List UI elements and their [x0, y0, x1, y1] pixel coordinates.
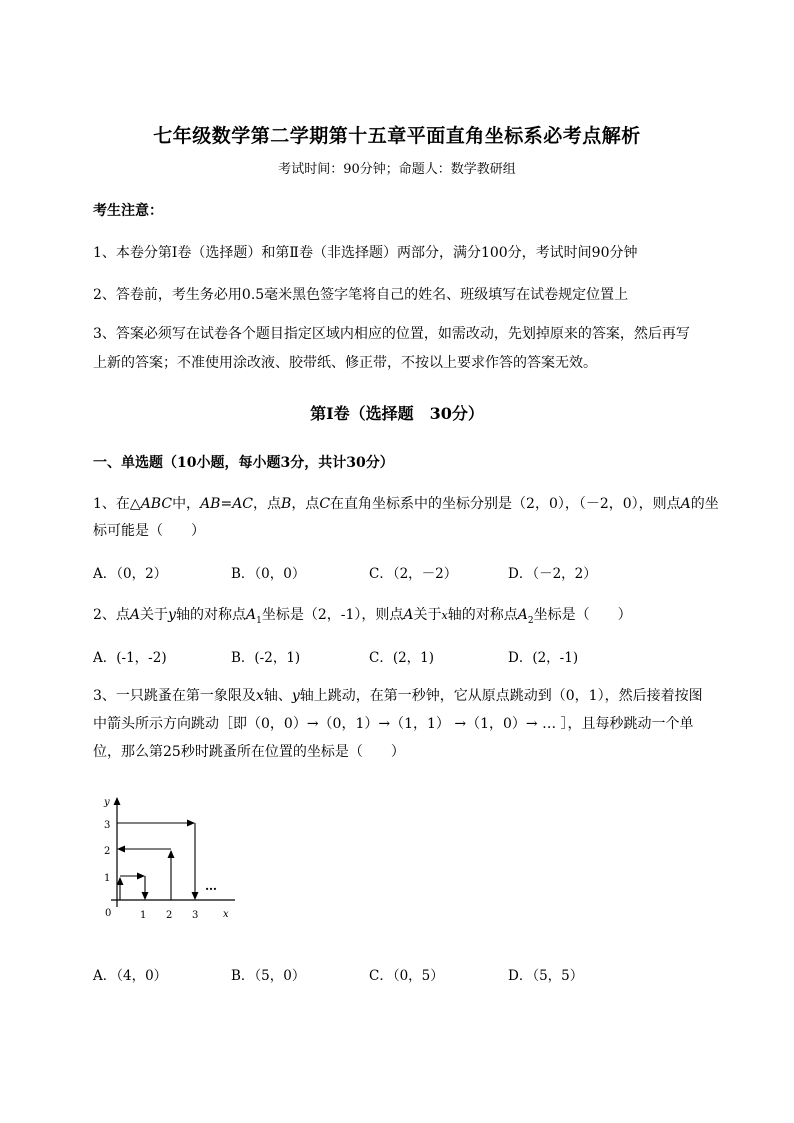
q1-option-b[interactable]: B．（0，0）	[231, 566, 306, 582]
var-abc: ABC	[140, 496, 173, 512]
q2-option-c[interactable]: C．(2，1)	[369, 650, 435, 666]
notice-item-2: 2、答卷前，考生务必用0.5毫米黑色签字笔将自己的姓名、班级填写在试卷规定位置上	[93, 287, 629, 303]
q3-option-d[interactable]: D．（5，5）	[508, 968, 584, 984]
var-a: A	[680, 496, 691, 512]
question-3-line-3: 位，那么第25秒时跳蚤所在位置的坐标是（ ）	[93, 744, 405, 760]
y-tick-1: 1	[104, 873, 111, 884]
page-title: 七年级数学第二学期第十五章平面直角坐标系必考点解析	[153, 125, 641, 147]
var-c: C	[319, 496, 331, 512]
q2-option-a[interactable]: A．(-1，-2)	[93, 650, 167, 666]
question-1-line-2: 标可能是（ ）	[93, 523, 205, 539]
continuation-ellipsis: …	[205, 879, 217, 893]
y-tick-3: 3	[104, 820, 111, 831]
x-tick-3: 3	[192, 910, 199, 921]
origin-label: 0	[105, 908, 112, 919]
q1-option-a[interactable]: A．（0，2）	[93, 566, 168, 582]
q3-option-b[interactable]: B．（5，0）	[231, 968, 306, 984]
flea-path-figure	[95, 790, 245, 925]
q2-option-b[interactable]: B．(-2，1)	[231, 650, 301, 666]
question-3-line-2: 中箭头所示方向跳动［即（0，0）→（0，1）→（1，1） →（1，0）→ … ］，且每秒跳动一个单	[93, 716, 694, 732]
question-1-line-1: 1、在△ABC中，AB=AC，点B，点C在直角坐标系中的坐标分别是（2，0），（－2，0），则点A的坐	[93, 496, 719, 512]
var-ab-eq-ac: AB=AC	[200, 496, 254, 512]
x-tick-1: 1	[140, 910, 147, 921]
notice-item-1: 1、本卷分第Ⅰ卷（选择题）和第Ⅱ卷（非选择题）两部分，满分100分，考试时间90分钟	[93, 245, 638, 261]
q3-option-c[interactable]: C．（0，5）	[369, 968, 444, 984]
notice-heading: 考生注意：	[93, 203, 163, 219]
exam-info: 考试时间：90分钟；命题人：数学教研组	[278, 162, 516, 177]
section-title: 第Ⅰ卷（选择题 30分）	[310, 404, 484, 423]
question-3-line-1: 3、一只跳蚤在第一象限及x轴、y轴上跳动，在第一秒钟，它从原点跳动到（0，1），然后接着按图	[93, 688, 703, 704]
part-heading: 一、单选题（10小题，每小题3分，共计30分）	[93, 455, 394, 471]
q2-option-d[interactable]: D．(2，-1)	[508, 650, 579, 666]
notice-item-3: 3、答案必须写在试卷各个题目指定区域内相应的位置，如需改动，先划掉原来的答案，然后再写上新的答案；不准使用涂改液、胶带纸、修正带，不按以上要求作答的答案无效。	[93, 326, 690, 371]
q3-option-a[interactable]: A．（4，0）	[93, 968, 168, 984]
var-b: B	[281, 496, 292, 512]
question-2-line-1: 2、点A关于y轴的对称点$A_1$坐标是（2，-1），则点A关于x轴的对称点$A_2$坐标是（ ）	[93, 607, 632, 626]
y-tick-2: 2	[104, 846, 111, 857]
x-tick-2: 2	[166, 910, 173, 921]
q1-option-c[interactable]: C．（2，－2）	[369, 566, 458, 582]
y-axis-label: y	[104, 797, 110, 808]
q1-option-d[interactable]: D．（－2，2）	[508, 566, 597, 582]
x-axis-label: x	[223, 909, 229, 920]
